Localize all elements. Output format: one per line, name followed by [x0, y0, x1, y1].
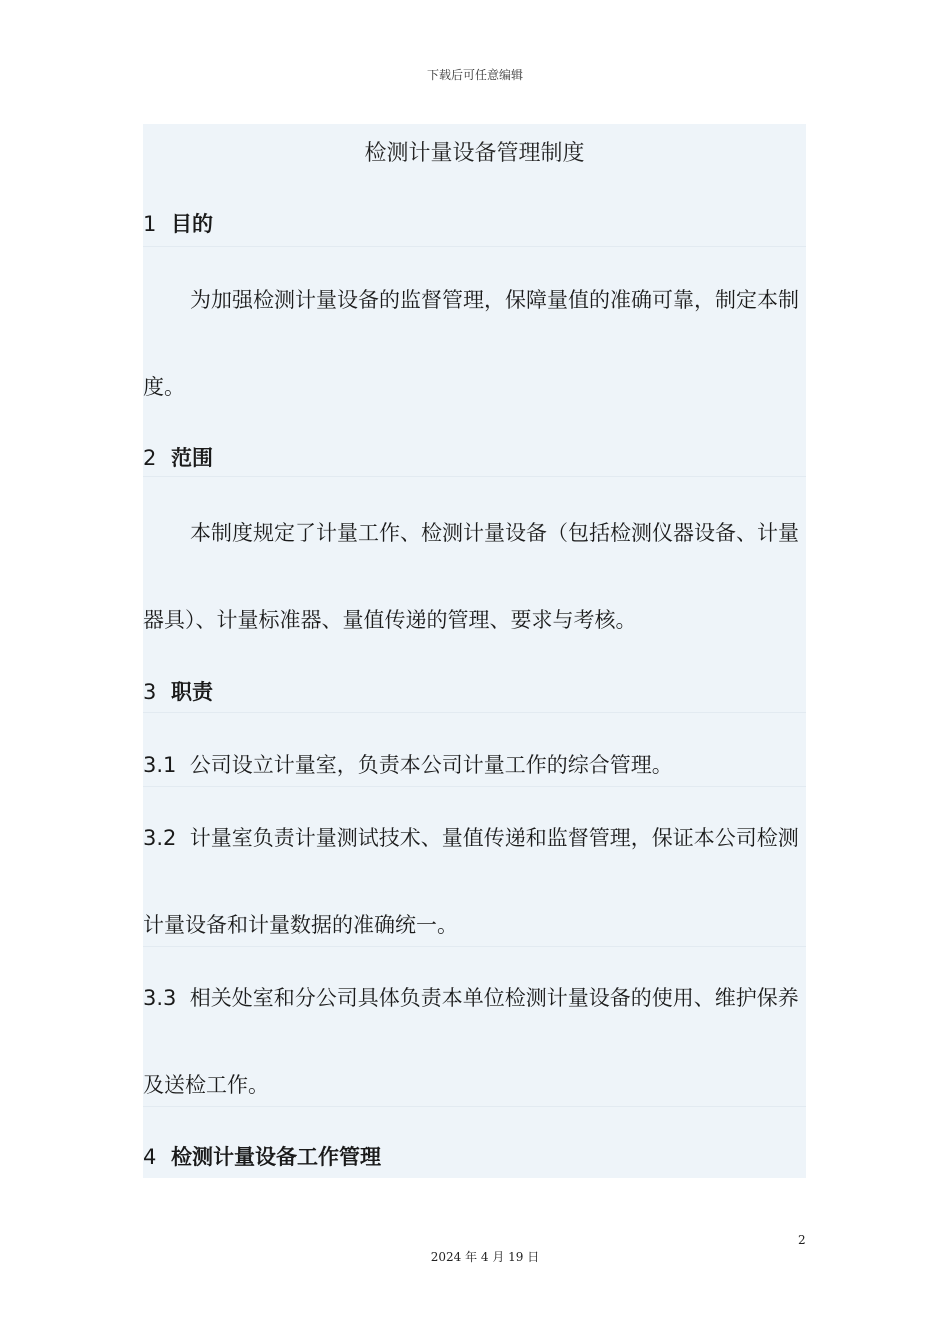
section-title: 检测计量设备工作管理 — [171, 1145, 381, 1169]
line-divider — [143, 1106, 806, 1107]
item-text: 相关处室和分公司具体负责本单位检测计量设备的使用、维护保养 — [189, 986, 799, 1010]
paragraph-line: 本制度规定了计量工作、检测计量设备（包括检测仪器设备、计量 — [190, 521, 799, 545]
page-number: 2 — [798, 1233, 806, 1247]
paragraph-line: 计量设备和计量数据的准确统一。 — [143, 913, 458, 937]
line-divider — [143, 712, 806, 713]
paragraph-line: 为加强检测计量设备的监督管理，保障量值的准确可靠，制定本制 — [190, 288, 799, 312]
paragraph-line: 及送检工作。 — [143, 1073, 269, 1097]
list-item-3-1 — [143, 749, 673, 779]
line-divider — [143, 946, 806, 947]
list-item-3-3 — [143, 982, 799, 1012]
item-number: 3.1 — [143, 753, 177, 777]
section-title: 职责 — [171, 680, 213, 704]
section-number: 3 — [143, 680, 157, 704]
section-heading-1 — [143, 208, 213, 238]
section-number: 2 — [143, 446, 157, 470]
section-number: 1 — [143, 212, 157, 236]
document-title: 检测计量设备管理制度 — [364, 141, 585, 166]
line-divider — [143, 786, 806, 787]
paragraph-line: 器具）、计量标准器、量值传递的管理、要求与考核。 — [143, 608, 637, 632]
section-heading-2 — [143, 442, 213, 472]
section-heading-4 — [143, 1141, 381, 1171]
footer-date: 2024 年 4 月 19 日 — [430, 1250, 540, 1264]
item-text: 计量室负责计量测试技术、量值传递和监督管理，保证本公司检测 — [189, 826, 799, 850]
item-number: 3.3 — [143, 986, 177, 1010]
header-note: 下载后可任意编辑 — [426, 68, 523, 82]
section-title: 目的 — [171, 212, 213, 236]
document-body — [143, 124, 806, 1178]
paragraph-line: 度。 — [143, 375, 185, 399]
section-number: 4 — [143, 1145, 157, 1169]
section-heading-3 — [143, 676, 213, 706]
item-text: 公司设立计量室，负责本公司计量工作的综合管理。 — [189, 753, 673, 777]
line-divider — [143, 246, 806, 247]
item-number: 3.2 — [143, 826, 177, 850]
list-item-3-2 — [143, 822, 799, 852]
line-divider — [143, 476, 806, 477]
section-title: 范围 — [171, 446, 213, 470]
